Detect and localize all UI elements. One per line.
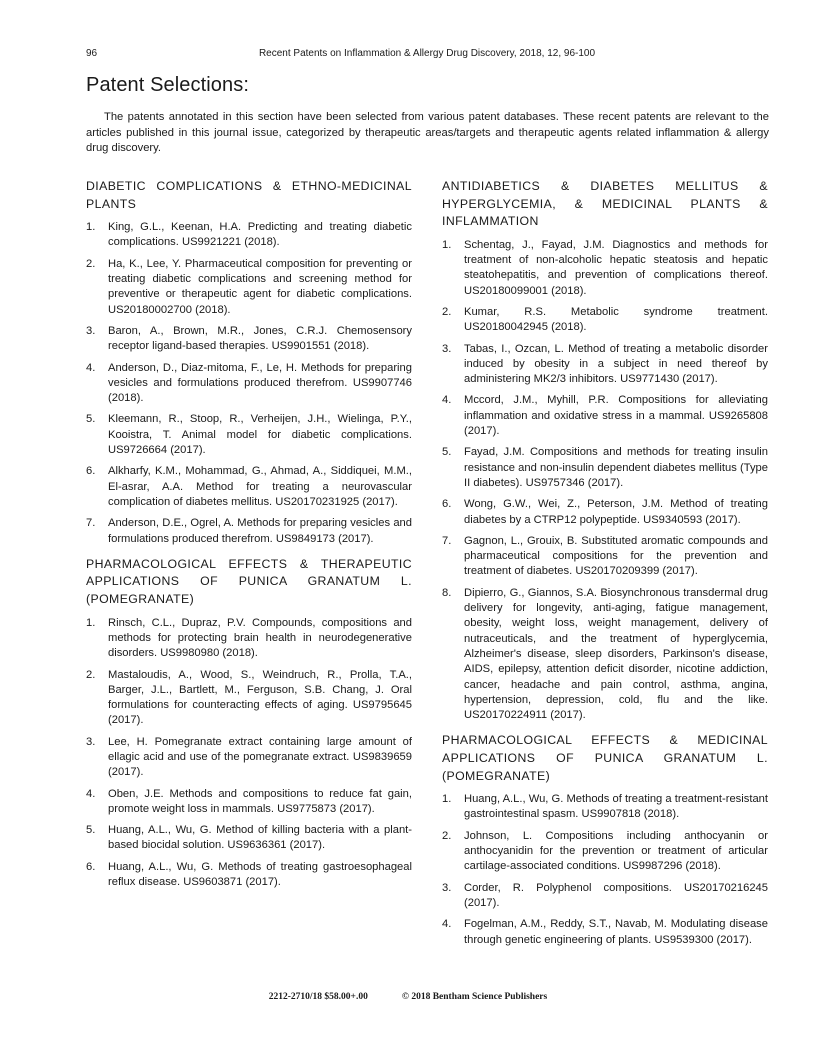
entry-text: Fayad, J.M. Compositions and methods for treating insulin resistance and non-insulin dependent diabetes mellitus (Type II diabetes). US9757346 (2017). (464, 446, 768, 489)
entry-number: 3. (86, 735, 96, 748)
entry-text: Ha, K., Lee, Y. Pharmaceutical composition for preventing or treating diabetic complications and screening method for preventive or therapeutic agent for diabetic complications. US20180002700 (2018). (108, 257, 412, 316)
entry-text: Anderson, D.E., Ogrel, A. Methods for preparing vesicles and formulations produced therefrom. US9849173 (2017). (108, 517, 412, 545)
entry-number: 6. (442, 498, 452, 511)
patent-list (442, 238, 768, 724)
section-heading: PHARMACOLOGICAL EFFECTS & MEDICINAL APPLICATIONS OF PUNICA GRANATUM L. (POMEGRANATE) (442, 733, 768, 783)
patent-entry (86, 257, 412, 318)
patent-entry (442, 393, 768, 439)
entry-text: Alkharfy, K.M., Mohammad, G., Ahmad, A., Siddiquei, M.M., El-asrar, A.A. Method for treating a neurovascular complication of diabetes mellitus. US20170231925 (2017). (108, 465, 412, 508)
patent-entry (86, 860, 412, 891)
left-column (86, 178, 412, 899)
entry-text: Mccord, J.M., Myhill, P.R. Compositions for alleviating inflammation and oxidative stress in a mammal. US9265808 (2017). (464, 394, 768, 438)
running-header (86, 48, 768, 62)
patent-list (86, 220, 412, 547)
entry-number: 4. (86, 361, 96, 374)
patent-entry (86, 787, 412, 818)
entry-number: 4. (442, 394, 452, 407)
entry-text: Lee, H. Pomegranate extract containing large amount of ellagic acid and use of the pomegranate extract. US9839659 (2017). (108, 735, 412, 779)
entry-text: Huang, A.L., Wu, G. Method of killing bacteria with a plant-based biocidal solution. US9636361 (2017). (108, 824, 412, 852)
page-number: 96 (86, 48, 98, 59)
patent-entry (442, 238, 768, 299)
entry-number: 2. (86, 257, 96, 270)
patent-entry (442, 445, 768, 491)
journal-citation: Recent Patents on Inflammation & Allergy Drug Discovery, 2018, 12, 96-100 (258, 48, 596, 59)
entry-text: Kleemann, R., Stoop, R., Verheijen, J.H., Wielinga, P.Y., Kooistra, T. Animal model for diabetic complications. US9726664 (2017). (108, 413, 412, 457)
patent-entry (442, 305, 768, 336)
patent-entry (442, 829, 768, 875)
page-title: Patent Selections: (86, 74, 250, 96)
entry-number: 2. (442, 829, 452, 842)
section-heading: PHARMACOLOGICAL EFFECTS & THERAPEUTIC APPLICATIONS OF PUNICA GRANATUM L. (POMEGRANATE) (86, 556, 412, 607)
entry-text: Anderson, D., Diaz-mitoma, F., Le, H. Methods for preparing vesicles and formulations produced therefrom. US9907746 (2018). (108, 361, 412, 405)
entry-number: 4. (442, 918, 452, 931)
section-heading: DIABETIC COMPLICATIONS & ETHNO-MEDICINAL PLANTS (86, 179, 412, 211)
patent-entry (442, 586, 768, 724)
patent-entry (86, 516, 412, 547)
entry-text: Dipierro, G., Giannos, S.A. Biosynchronous transdermal drug delivery for longevity, anti-aging, fatigue management, obesity, weight loss, weight management, delivery of nutraceuticals, and the treatment of hyperglycemia, Alzheimer's disease, sleep disorders, Parkinson's disease, AIDS, epilepsy, attention deficit disorder, nicotine addiction, cancer, headache and pain control, asthma, angina, hypertension, depression, cold, flu and the like. US20170224911 (2017). (464, 586, 768, 722)
entry-number: 3. (442, 881, 452, 894)
patent-entry (86, 668, 412, 729)
entry-text: Wong, G.W., Wei, Z., Peterson, J.M. Method of treating diabetes by a CTRP12 polypeptide. US9340593 (2017). (464, 498, 768, 526)
entry-number: 2. (442, 305, 452, 318)
entry-text: Fogelman, A.M., Reddy, S.T., Navab, M. Modulating disease through genetic engineering of plants. US9539300 (2017). (464, 918, 768, 946)
entry-number: 5. (86, 413, 96, 426)
section-heading: ANTIDIABETICS & DIABETES MELLITUS & HYPERGLYCEMIA, & MEDICINAL PLANTS & INFLAMMATION (442, 179, 768, 229)
entry-text: Oben, J.E. Methods and compositions to reduce fat gain, promote weight loss in mammals. US9775873 (2017). (108, 787, 412, 815)
patent-entry (442, 497, 768, 528)
patent-entry (442, 917, 768, 948)
entry-text: Tabas, I., Ozcan, L. Method of treating a metabolic disorder induced by obesity in a subject in need thereof by administering MK2/3 inhibitors. US9771430 (2017). (464, 342, 768, 386)
right-column (442, 178, 768, 957)
entry-number: 3. (86, 324, 96, 337)
entry-number: 5. (86, 824, 96, 837)
patent-entry (86, 412, 412, 458)
patent-entry (86, 823, 412, 854)
patent-entry (86, 735, 412, 781)
patent-list (86, 616, 412, 891)
patent-entry (86, 464, 412, 510)
patent-entry (86, 220, 412, 251)
entry-text: Rinsch, C.L., Dupraz, P.V. Compounds, compositions and methods for protecting brain health in neurodegenerative disorders. US9980980 (2018). (108, 616, 412, 660)
entry-number: 8. (442, 586, 452, 599)
entry-text: Johnson, L. Compositions including anthocyanin or anthocyanidin for the prevention or treatment of articular cartilage-associated conditions. US9987296 (2018). (464, 829, 768, 873)
intro-paragraph: The patents annotated in this section have been selected from various patent databases. These recent patents are relevant to the articles published in this journal issue, categorized by therapeutic areas/targets and therapeutic agents related inflammation & allergy drug discovery. (86, 111, 769, 154)
entry-text: Mastaloudis, A., Wood, S., Weindruch, R., Prolla, T.A., Barger, J.L., Bartlett, M., Ferguson, S.B. Chang, J. Oral formulations for counteracting effects of aging. US9795645 (2017). (108, 668, 412, 727)
patent-entry (86, 324, 412, 355)
entry-number: 4. (86, 787, 96, 800)
patent-entry (442, 534, 768, 580)
copyright-notice: © 2018 Bentham Science Publishers (401, 992, 548, 1002)
entry-text: Kumar, R.S. Metabolic syndrome treatment. US20180042945 (2018). (464, 305, 768, 334)
entry-number: 1. (442, 793, 452, 806)
entry-text: Baron, A., Brown, M.R., Jones, C.R.J. Chemosensory receptor ligand-based therapies. US9901551 (2018). (108, 324, 412, 353)
patent-entry (86, 361, 412, 407)
patent-entry (442, 342, 768, 388)
entry-text: Schentag, J., Fayad, J.M. Diagnostics and methods for treatment of non-alcoholic hepatic steatosis and hepatic steatohepatitis, and prevention of complications thereof. US20180099001 (2018). (464, 238, 768, 297)
entry-number: 7. (86, 517, 96, 530)
entry-number: 1. (442, 238, 452, 251)
issn-price: 2212-2710/18 $58.00+.00 (268, 992, 368, 1002)
entry-number: 1. (86, 221, 96, 234)
page-footer (0, 992, 816, 1002)
entry-number: 6. (86, 860, 96, 873)
patent-entry (442, 881, 768, 912)
entry-number: 6. (86, 465, 96, 478)
entry-number: 3. (442, 342, 452, 355)
entry-number: 5. (442, 446, 452, 459)
entry-text: Corder, R. Polyphenol compositions. US20170216245 (2017). (464, 881, 768, 909)
patent-entry (86, 616, 412, 662)
entry-number: 1. (86, 616, 96, 629)
patent-list (442, 792, 768, 948)
entry-text: Huang, A.L., Wu, G. Methods of treating gastroesophageal reflux disease. US9603871 (2017). (108, 860, 412, 889)
entry-number: 7. (442, 534, 452, 547)
entry-text: Huang, A.L., Wu, G. Methods of treating a treatment-resistant gastrointestinal spasm. US9907818 (2018). (464, 793, 768, 821)
entry-number: 2. (86, 668, 96, 681)
patent-entry (442, 792, 768, 823)
entry-text: King, G.L., Keenan, H.A. Predicting and treating diabetic complications. US9921221 (2018). (108, 221, 412, 249)
entry-text: Gagnon, L., Grouix, B. Substituted aromatic compounds and pharmaceutical compositions for the prevention and treatment of diabetes. US20170209399 (2017). (464, 534, 768, 578)
